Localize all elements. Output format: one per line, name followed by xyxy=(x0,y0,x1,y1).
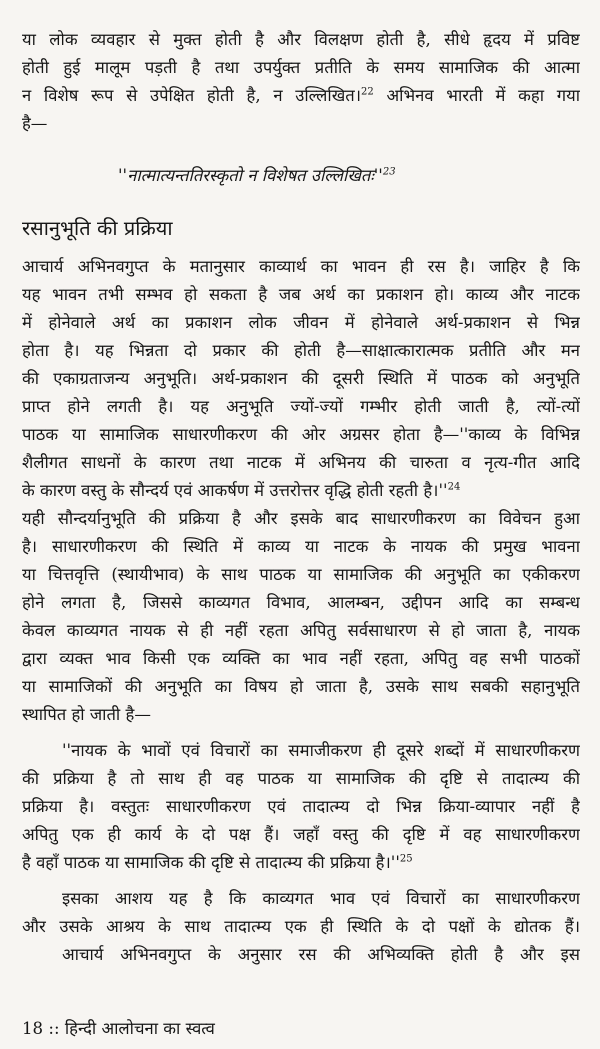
body-line: स्थापित हो जाती है— xyxy=(22,705,151,724)
footnote-ref: 25 xyxy=(399,853,413,865)
body-line: या लोक व्यवहार से मुक्त होती है और विलक्षण होती है, सीधे हृदय में प्रविष्ट xyxy=(22,30,580,49)
body-line: में होनेवाले अर्थ का प्रकाशन लोक जीवन में होनेवाले अर्थ-प्रकाशन से भिन्न xyxy=(22,313,580,332)
quote-line: ''नायक के भावों एवं विचारों का समाजीकरण ही दूसरे शब्दों में साधारणीकरण xyxy=(62,741,580,760)
section-heading: रसानुभूति की प्रक्रिया xyxy=(22,216,173,240)
body-line: है। साधारणीकरण की स्थिति में काव्य या नाटक के नायक की प्रमुख भावना xyxy=(22,537,580,556)
quote-line: प्रक्रिया है। वस्तुतः साधारणीकरण एवं तादात्म्य दो भिन्न क्रिया-व्यापार नहीं है xyxy=(22,797,580,816)
body-line: शैलीगत साधनों के कारण तथा नाटक में अभिनय की चारुता व नृत्य-गीत आदि xyxy=(22,453,580,472)
quote-line: की प्रक्रिया है तो साथ ही वह पाठक या सामाजिक की दृष्टि से तादात्म्य की xyxy=(22,769,580,788)
body-line-text: अभिनव भारती में कहा गया xyxy=(373,86,580,105)
footnote-ref: 22 xyxy=(361,86,374,98)
body-line: और उसके आश्रय के साथ तादात्म्य एक ही स्थिति के दो पक्षों के द्योतक हैं। xyxy=(22,917,580,936)
body-line: आचार्य अभिनवगुप्त के अनुसार रस की अभिव्यक्ति होती है और इस xyxy=(62,945,580,964)
body-line-text: न विशेष रूप से उपेक्षित होती है, न उल्लिखित। xyxy=(22,86,362,105)
body-line: होता है। यह भिन्नता दो प्रकार की होती है—साक्षात्कारात्मक प्रतीति और मन xyxy=(22,341,580,360)
footnote-ref: 24 xyxy=(447,481,461,493)
body-line: है— xyxy=(22,114,48,133)
sanskrit-quote xyxy=(118,163,396,186)
body-line xyxy=(22,479,580,505)
footnote-ref: 23 xyxy=(382,166,396,178)
quote-line xyxy=(22,851,580,877)
body-line: होती हुई मालूम पड़ती है तथा उपर्युक्त प्रतीति के समय सामाजिक की आत्मा xyxy=(22,58,580,77)
quote-line: अपितु एक ही कार्य के दो पक्ष हैं। जहाँ वस्तु की दृष्टि में वह साधारणीकरण xyxy=(22,825,580,844)
body-line: पाठक या सामाजिक साधारणीकरण की ओर अग्रसर होता है—''काव्य के विभिन्न xyxy=(22,425,580,444)
body-line: केवल काव्यगत नायक से ही नहीं रहता अपितु सर्वसाधारण से हो जाता है, नायक xyxy=(22,621,580,640)
body-line: होने लगता है, जिससे काव्यगत विभाव, आलम्बन, उद्दीपन आदि का सम्बन्ध xyxy=(22,593,580,612)
body-line: इसका आशय यह है कि काव्यगत भाव एवं विचारों का साधारणीकरण xyxy=(62,889,580,908)
body-line: या सामाजिकों की अनुभूति का विषय हो जाता है, उसके साथ सबकी सहानुभूति xyxy=(22,677,580,696)
quote-text: ''नात्मात्यन्ततिरस्कृतो न विशेषत उल्लिखितः'' xyxy=(118,166,383,185)
body-line: या चित्तवृत्ति (स्थायीभाव) के साथ पाठक या सामाजिक की अनुभूति का एकीकरण xyxy=(22,565,580,584)
body-line: यह भावन तभी सम्भव हो सकता है जब अर्थ का प्रकाशन हो। काव्य और नाटक xyxy=(22,285,580,304)
quote-line-text: है वहाँ पाठक या सामाजिक की दृष्टि से तादात्म्य की प्रक्रिया है।'' xyxy=(22,853,400,872)
body-line-text: के कारण वस्तु के सौन्दर्य एवं आकर्षण में उत्तरोत्तर वृद्धि होती रहती है।'' xyxy=(22,481,448,500)
body-line: की एकाग्रताजन्य अनुभूति। अर्थ-प्रकाशन की दूसरी स्थिति में पाठक को अनुभूति xyxy=(22,369,580,388)
body-line: यही सौन्दर्यानुभूति की प्रक्रिया है और इसके बाद साधारणीकरण का विवेचन हुआ xyxy=(22,509,580,528)
body-line: प्राप्त होने लगती है। यह अनुभूति ज्यों-ज्यों गम्भीर होती जाती है, त्यों-त्यों xyxy=(22,397,580,416)
page-footer: 18 :: हिन्दी आलोचना का स्वत्व xyxy=(22,1019,215,1038)
body-line xyxy=(22,84,580,110)
body-line: द्वारा व्यक्त भाव किसी एक व्यक्ति का भाव नहीं रहता, अपितु वह सभी पाठकों xyxy=(22,649,580,668)
body-line: आचार्य अभिनवगुप्त के मतानुसार काव्यार्थ का भावन ही रस है। जाहिर है कि xyxy=(22,257,580,276)
